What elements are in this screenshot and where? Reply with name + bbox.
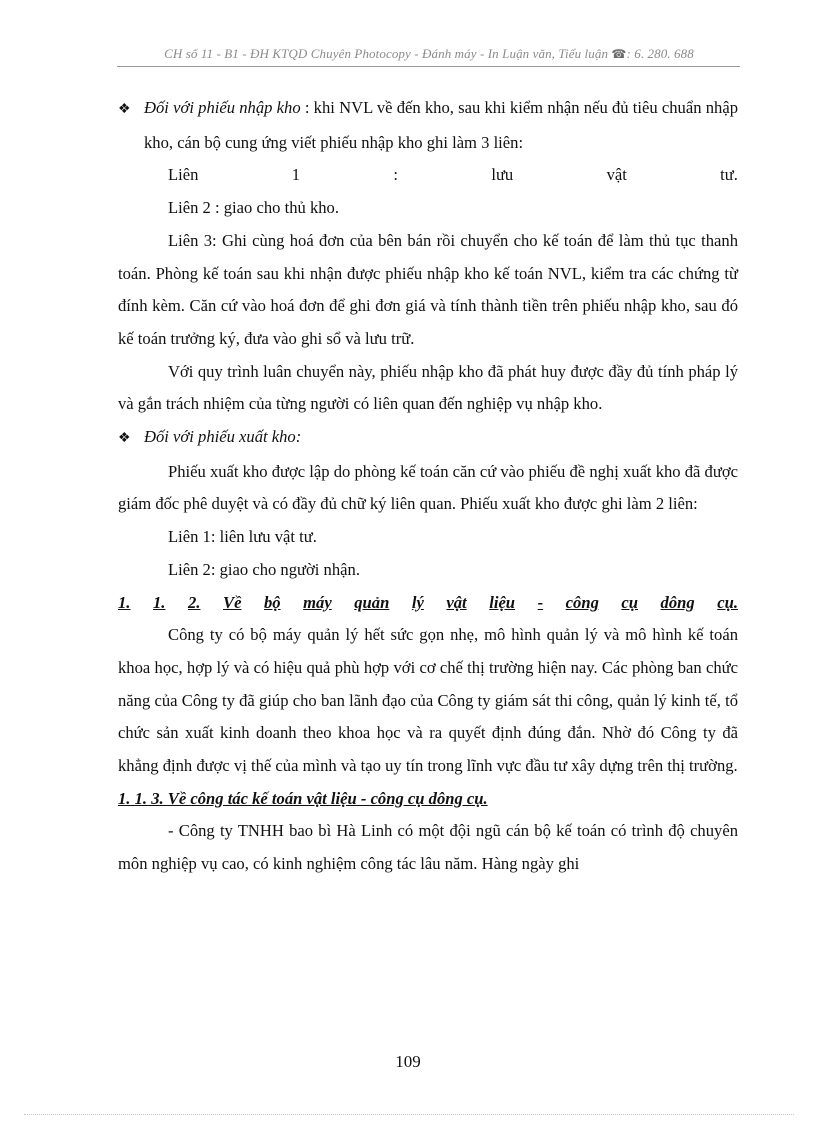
heading-word: công bbox=[565, 592, 599, 612]
heading-word: cụ. bbox=[717, 592, 738, 612]
xuat-kho-text: Phiếu xuất kho được lập do phòng kế toán căn cứ vào phiếu đề nghị xuất kho đã được giám đốc phê duyệt và có đầy đủ chữ ký liên quan. Phiếu xuất kho được ghi làm 2 liên: bbox=[118, 461, 738, 514]
xuat-kho-label: Đối với phiếu xuất kho: bbox=[144, 427, 302, 447]
bullet-nhap-kho bbox=[118, 92, 738, 159]
para-1-1-3: - Công ty TNHH bao bì Hà Linh có một đội ngũ cán bộ kế toán có trình độ chuyên môn nghiệp vụ cao, có kinh nghiệm công tác lâu năm. Hàng ngày ghi bbox=[118, 821, 738, 874]
bullet-xuat-kho bbox=[118, 421, 738, 456]
lien-word: lưu bbox=[491, 165, 514, 185]
lien-word: : bbox=[393, 165, 398, 185]
document-body bbox=[118, 92, 738, 881]
heading-word: cụ bbox=[621, 592, 638, 612]
header-rule bbox=[117, 66, 740, 67]
header-text: CH số 11 - B1 - ĐH KTQD Chuyên Photocopy - Đánh máy - In Luận văn, Tiểu luận bbox=[164, 46, 609, 61]
xuat-lien-1: Liên 1: liên lưu vật tư. bbox=[168, 527, 317, 547]
nhap-kho-label: Đối với phiếu nhập kho bbox=[144, 98, 301, 117]
heading-word: - bbox=[537, 592, 544, 612]
heading-word: Về bbox=[223, 592, 242, 612]
heading-1-1-3: 1. 1. 3. Về công tác kế toán vật liệu - công cụ dông cụ. bbox=[118, 788, 488, 808]
heading-word: lý bbox=[411, 592, 424, 612]
heading-word: dông bbox=[660, 592, 695, 612]
lien-word: Liên bbox=[168, 165, 199, 185]
page-number: 109 bbox=[395, 1052, 421, 1071]
nhap-kho-text: : khi NVL về đến kho, sau khi kiểm nhận nếu đủ tiêu chuẩn nhập kho, cán bộ cung ứng viết phiếu nhập kho ghi làm 3 liên: bbox=[144, 98, 738, 152]
nhap-conclusion: Với quy trình luân chuyển này, phiếu nhập kho đã phát huy được đầy đủ tính pháp lý và gắn trách nhiệm của từng người có liên quan đến nghiệp vụ nhập kho. bbox=[118, 361, 738, 414]
heading-word: 1. bbox=[153, 592, 166, 612]
bullet-diamond-icon: ❖ bbox=[118, 431, 131, 447]
page-header bbox=[118, 46, 740, 62]
heading-word: bộ bbox=[263, 592, 281, 612]
lien-word: vật bbox=[606, 165, 627, 185]
heading-word: 1. bbox=[118, 592, 131, 612]
lien-word: tư. bbox=[720, 165, 738, 185]
heading-word: liệu bbox=[489, 592, 516, 612]
header-phone: : 6. 280. 688 bbox=[626, 46, 694, 61]
nhap-lien-3: Liên 3: Ghi cùng hoá đơn của bên bán rồi chuyển cho kế toán để làm thủ tục thanh toán. Phòng kế toán sau khi nhận được phiếu nhập kho kế toán NVL, kiểm tra các chứng từ đính kèm. Căn cứ vào hoá đơn để ghi đơn giá và tính thành tiền trên phiếu nhập kho, sau đó kế toán trưởng ký, đưa vào ghi sổ và lưu trữ. bbox=[118, 230, 738, 348]
heading-word: 2. bbox=[188, 592, 201, 612]
bottom-dotted-rule bbox=[24, 1114, 794, 1115]
heading-1-1-2 bbox=[118, 587, 738, 620]
nhap-lien-2: Liên 2 : giao cho thủ kho. bbox=[168, 198, 339, 218]
nhap-lien-1 bbox=[118, 159, 738, 192]
heading-word: máy bbox=[303, 592, 332, 612]
xuat-lien-2: Liên 2: giao cho người nhận. bbox=[168, 559, 360, 579]
phone-icon: ☎ bbox=[611, 47, 627, 61]
heading-word: vật bbox=[446, 592, 467, 612]
heading-word: quản bbox=[354, 592, 390, 612]
bullet-diamond-icon: ❖ bbox=[118, 102, 131, 117]
para-1-1-2: Công ty có bộ máy quản lý hết sức gọn nhẹ, mô hình quản lý và mô hình kế toán khoa học, hợp lý và có hiệu quả phù hợp với cơ chế thị trường hiện nay. Các phòng ban chức năng của Công ty đã giúp cho ban lãnh đạo của Công ty giám sát thi công, quản lý kinh tế, tổ chức sản xuất kinh doanh theo khoa học và ra quyết định đúng đắn. Nhờ đó Công ty đã khẳng định được vị thế của mình và tạo uy tín trong lĩnh vực đầu tư xây dựng trên thị trường. bbox=[118, 625, 738, 776]
lien-word: 1 bbox=[291, 165, 301, 185]
